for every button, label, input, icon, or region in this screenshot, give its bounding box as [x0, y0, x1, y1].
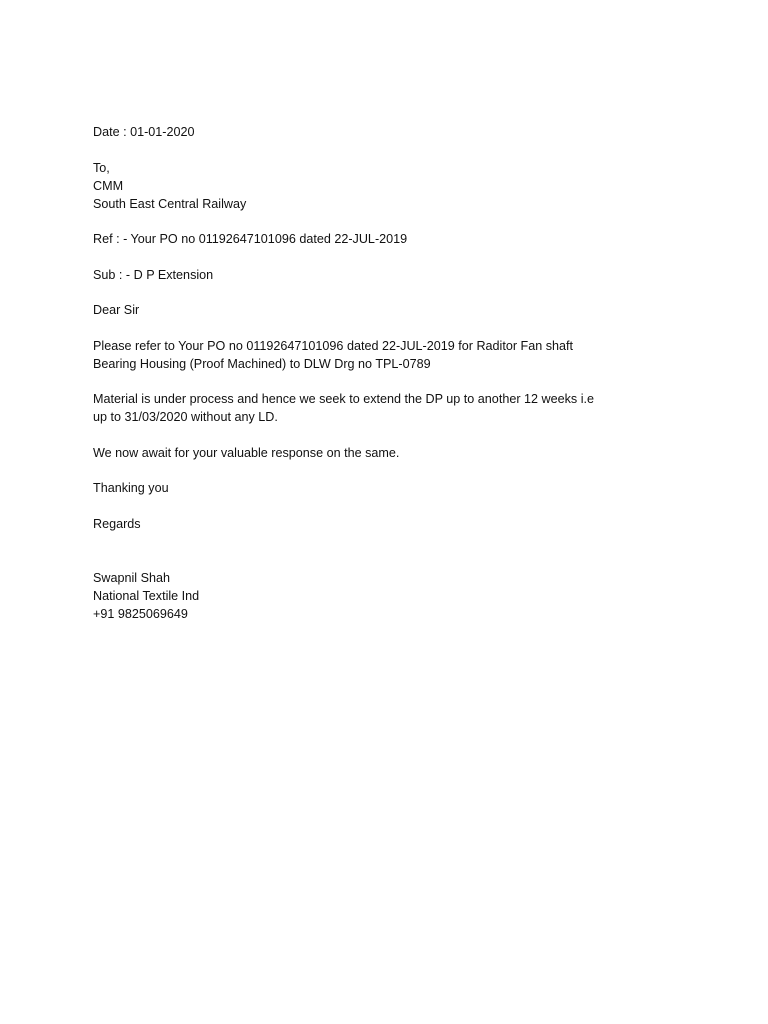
recipient-title: CMM — [93, 178, 124, 193]
spacer — [93, 497, 693, 515]
closing-regards: Regards — [93, 516, 141, 531]
subject-line: Sub : - D P Extension — [93, 267, 214, 282]
spacer — [93, 462, 693, 480]
spacer — [93, 141, 693, 159]
spacer — [93, 426, 693, 444]
paragraph-line: up to 31/03/2020 without any LD. — [93, 410, 278, 424]
spacer — [93, 248, 693, 266]
salutation: Dear Sir — [93, 303, 140, 317]
paragraph-await: We now await for your valuable response on the same. — [93, 445, 400, 460]
paragraph-line: Material is under process and hence we seek to extend the DP up to another 12 weeks i.e — [93, 392, 595, 406]
letter-date: Date : 01-01-2020 — [93, 125, 195, 139]
paragraph-line: Bearing Housing (Proof Machined) to DLW Drg no TPL-0789 — [93, 356, 431, 371]
reference-line: Ref : - Your PO no 01192647101096 dated 22-JUL-2019 — [93, 232, 408, 246]
spacer — [93, 319, 693, 337]
paragraph-reference — [93, 337, 693, 373]
spacer — [93, 533, 693, 569]
recipient-block — [93, 159, 693, 213]
spacer — [93, 213, 693, 231]
signature-name: Swapnil Shah — [93, 570, 171, 585]
signature-phone: +91 9825069649 — [93, 606, 188, 621]
recipient-org: South East Central Railway — [93, 196, 247, 211]
letter-body — [93, 123, 693, 623]
spacer — [93, 373, 693, 391]
signature-block — [93, 569, 693, 623]
signature-company: National Textile Ind — [93, 588, 200, 603]
closing-thanks: Thanking you — [93, 481, 169, 495]
spacer — [93, 284, 693, 302]
recipient-to: To, — [93, 160, 110, 175]
paragraph-line: Please refer to Your PO no 01192647101096 dated 22-JUL-2019 for Raditor Fan shaft — [93, 338, 574, 353]
paragraph-extension-request — [93, 390, 693, 426]
